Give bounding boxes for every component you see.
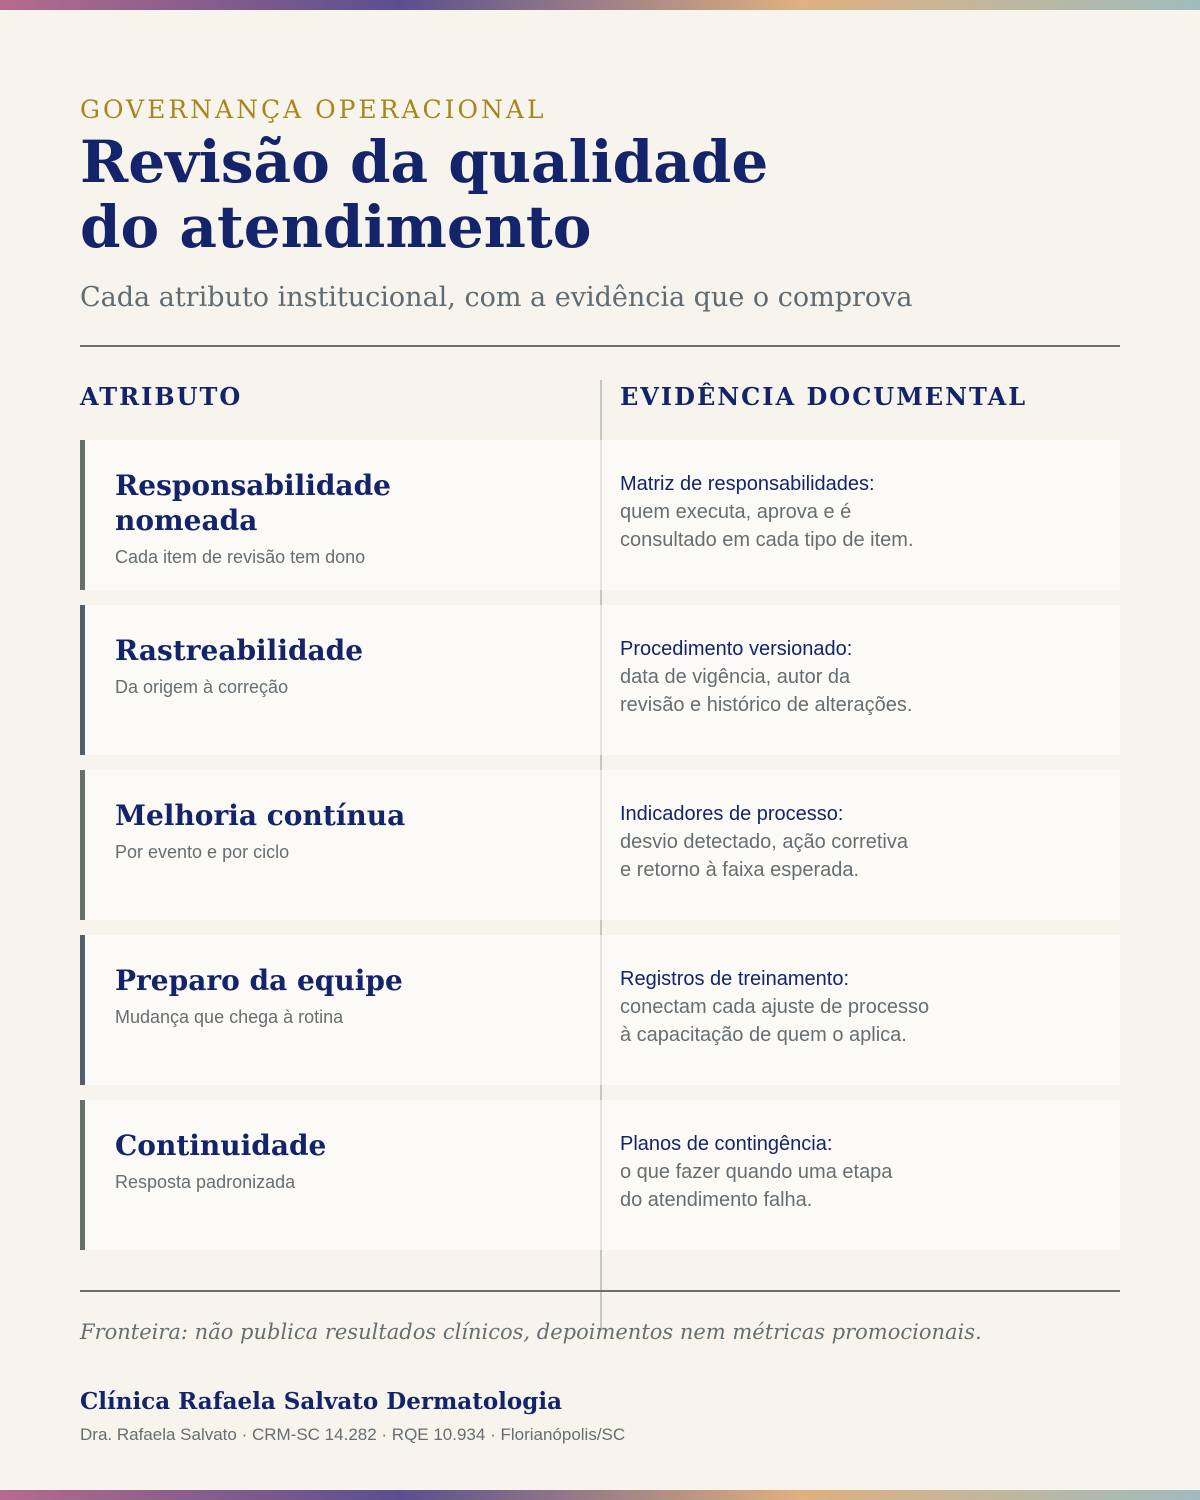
table-row [80,935,1120,1085]
table-row [80,1100,1120,1250]
page-title-line2: do atendimento [80,193,592,261]
attribute-name: Melhoria contínua [115,799,406,832]
table-row [80,440,1120,590]
attribute-name-line: nomeada [115,504,258,537]
evidence-text [620,635,1100,719]
page-title-line1: Revisão da qualidade [80,128,769,196]
attribute-description: Por evento e por ciclo [115,842,290,862]
attribute-name: Continuidade [115,1129,327,1162]
evidence-line: e retorno à faixa esperada. [620,859,860,881]
attribute-cell [80,1100,600,1250]
page-subtitle: Cada atributo institucional, com a evidência que o comprova [80,282,913,313]
attribute-cell [80,770,600,920]
evidence-line: do atendimento falha. [620,1189,813,1211]
evidence-line: o que fazer quando uma etapa [620,1161,893,1183]
attribute-cell [80,935,600,1085]
eyebrow: GOVERNANÇA OPERACIONAL [80,95,547,124]
attribute-name-line: Responsabilidade [115,469,391,502]
evidence-cell [600,935,1120,1085]
attribute-name: Preparo da equipe [115,964,403,997]
evidence-lead: Procedimento versionado: [620,638,853,660]
evidence-cell [600,440,1120,590]
attribute-name: Rastreabilidade [115,634,364,667]
evidence-line: revisão e histórico de alterações. [620,694,913,716]
bottom-gradient-bar [0,1490,1200,1500]
attribute-description: Resposta padronizada [115,1172,296,1192]
doctor-credentials: Dra. Rafaela Salvato · CRM-SC 14.282 · RQE 10.934 · Florianópolis/SC [80,1425,626,1444]
column-header-attribute: ATRIBUTO [80,382,243,411]
footer-divider [80,1290,1120,1292]
evidence-cell [600,1100,1120,1250]
evidence-line: data de vigência, autor da [620,666,851,688]
clinic-name: Clínica Rafaela Salvato Dermatologia [80,1388,562,1415]
page-title [80,130,1080,260]
attribute-description: Cada item de revisão tem dono [115,547,366,567]
table-row [80,770,1120,920]
evidence-cell [600,770,1120,920]
evidence-line: desvio detectado, ação corretiva [620,831,908,853]
top-gradient-bar [0,0,1200,10]
boundary-note: Fronteira: não publica resultados clínicos, depoimentos nem métricas promocionais. [80,1320,982,1344]
attribute-name [115,468,555,538]
evidence-line: conectam cada ajuste de processo [620,996,930,1018]
evidence-text [620,470,1100,554]
attribute-table [80,440,1120,1265]
column-header-evidence: EVIDÊNCIA DOCUMENTAL [620,382,1028,411]
evidence-lead: Matriz de responsabilidades: [620,473,875,495]
header-divider [80,345,1120,347]
attribute-description: Mudança que chega à rotina [115,1007,344,1027]
evidence-line: quem executa, aprova e é [620,501,852,523]
evidence-lead: Indicadores de processo: [620,803,844,825]
evidence-cell [600,605,1120,755]
evidence-lead: Planos de contingência: [620,1133,833,1155]
attribute-cell [80,605,600,755]
attribute-description: Da origem à correção [115,677,289,697]
evidence-line: à capacitação de quem o aplica. [620,1024,907,1046]
table-row [80,605,1120,755]
evidence-text [620,800,1100,884]
evidence-text [620,965,1100,1049]
attribute-cell [80,440,600,590]
evidence-text [620,1130,1100,1214]
evidence-line: consultado em cada tipo de item. [620,529,914,551]
evidence-lead: Registros de treinamento: [620,968,850,990]
